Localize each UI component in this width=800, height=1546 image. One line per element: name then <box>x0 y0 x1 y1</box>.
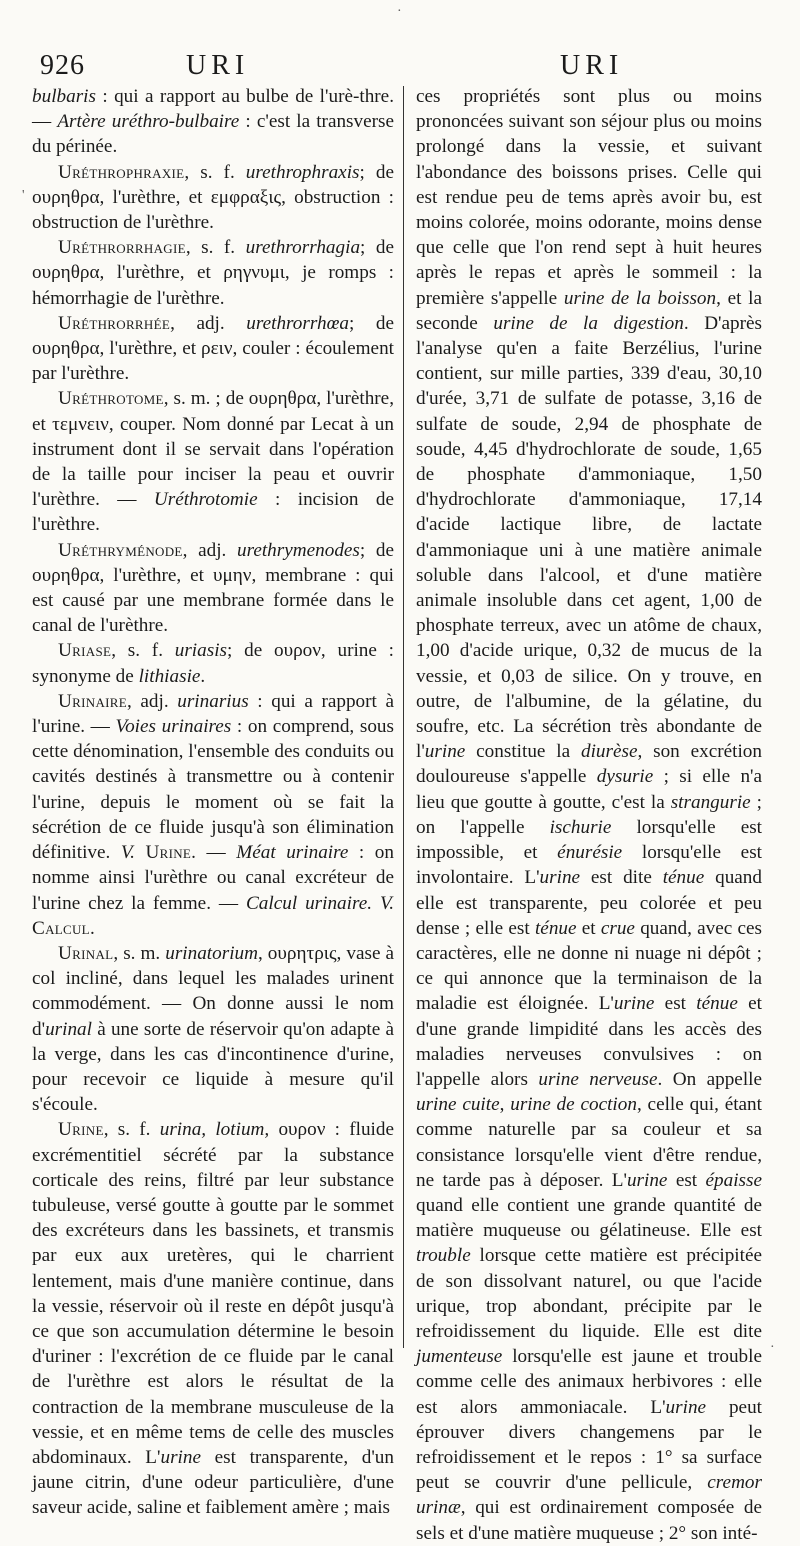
italic-term: dysurie <box>596 766 654 788</box>
italic-term: urinarius <box>177 690 249 712</box>
entry-continuation <box>416 84 762 1546</box>
entry-text: : on comprend, sous cette dénomination, l'ensemble des conduits ou cavités destinés à transmettre ou à contenir l'urine, depuis le moment où se fait la sécrétion de ce fluide jusqu'à son élimination définitive. <box>32 716 394 864</box>
entry-text: et <box>576 917 601 939</box>
dictionary-entry <box>32 235 394 311</box>
headword: Uréthrorrhée <box>58 312 171 334</box>
entry-text: : incision de l'urèthre. <box>32 489 395 536</box>
running-head-right: URI <box>560 50 624 81</box>
entry-continuation <box>32 84 394 160</box>
headword: Uréthrorrhagie <box>58 237 186 259</box>
headword: Uréthrophraxie <box>58 161 185 183</box>
entry-text: est <box>667 1169 706 1191</box>
italic-term: jumenteuse <box>416 1346 503 1368</box>
entry-text: , celle qui, étant comme naturelle par sa couleur et sa consistance lorsqu'elle vient d'être rendue, ne tarde pas à déposer. L' <box>416 1094 762 1191</box>
entry-text: : qui a rapport à l'urine. — <box>32 690 394 738</box>
italic-term: diurèse <box>580 741 638 763</box>
dictionary-entry <box>32 538 394 639</box>
italic-term: urine <box>539 867 581 889</box>
entry-text: , s. f. <box>184 161 246 183</box>
entry-text: , ουρητρις, vase à col incliné, dans lequel les malades urinent commodément. — On donne aussi le nom d' <box>32 942 394 1040</box>
entry-text: , <box>499 1094 511 1116</box>
italic-term: urine <box>665 1396 707 1418</box>
italic-term: urinal <box>45 1018 92 1040</box>
entry-text: ; on l'appelle <box>416 791 762 838</box>
dictionary-entry <box>32 386 394 537</box>
italic-term: urethrorrhagia <box>245 237 361 259</box>
italic-term: urethrymenodes <box>236 539 360 561</box>
italic-term: trouble <box>416 1245 471 1267</box>
dictionary-entry <box>32 160 394 236</box>
italic-term: urethrorrhœa <box>246 312 349 334</box>
italic-term: V. <box>120 842 135 864</box>
italic-term: urine <box>160 1446 201 1468</box>
dictionary-entry <box>32 941 394 1117</box>
entry-text: , s. f. <box>103 1119 160 1141</box>
headword: Urine <box>145 842 192 864</box>
headword: Urinal <box>58 942 114 964</box>
dictionary-entry <box>32 689 394 941</box>
italic-term: urine cuite <box>416 1094 500 1116</box>
italic-term: uriasis <box>174 640 228 662</box>
italic-term: urine <box>626 1169 668 1191</box>
left-column <box>32 84 394 1521</box>
entry-text: ; de ουρηθρα, l'urèthre, et εμφραξις, obstruction : obstruction de l'urèthre. <box>32 161 394 234</box>
entry-text: est <box>654 993 697 1015</box>
italic-term: urina, lotium, <box>159 1119 270 1141</box>
italic-term: épaisse <box>705 1169 762 1191</box>
entry-text: ; de ουρηθρα, l'urèthre, et ρειν, couler : écoulement par l'urèthre. <box>32 312 394 385</box>
italic-term: ténue <box>696 993 738 1015</box>
entry-text: ουρον : fluide excrémentitiel sécrété par la substance corticale des reins, filtré par leur substance tubuleuse, versé goutte à goutte par le sommet des excréteurs dans les bassinets, et transmis par eux aux uretères, qui le charrient lentement, mais d'une manière continue, dans la vessie, réservoir où il reste en dépôt jusqu'à ce que son accumulation détermine le besoin d'uriner : l'excrétion de ce fluide par le canal de l'urèthre est alors le résultat de la contraction de la membrane musculeuse de la vessie, et en même tems de celle des muscles abdominaux. L' <box>32 1119 394 1468</box>
italic-term: cremor urinæ <box>416 1472 762 1519</box>
entry-text: . D'après l'analyse qu'en a faite Berzélius, l'urine contient, sur mille parties, 339 d'eau, 30,10 d'urée, 3,71 de sulfate de potasse, 3,16 de sulfate de soude, 2,94 de phosphate de soude, 4,45 d'hydrochlorate de soude, 1,65 de phosphate d'ammoniaque, 1,50 d'hydrochlorate d'ammoniaque, 17,14 d'acide lactique libre, de lactate d'ammoniaque uni à une matière animale soluble dans l'alcool, et d'une matière animale insoluble dans cet agent, 1,00 de phosphate terreux, avec un atôme de chaux, 1,00 d'acide urique, 0,32 de mucus de la vessie, et 0,03 de silice. On y trouve, en outre, de l'albumine, de la gélatine, du soufre, etc. La sécrétion très abondante de l' <box>416 312 762 763</box>
italic-term: urine <box>613 993 655 1015</box>
headword: Urinaire <box>58 690 127 712</box>
italic-term: Calcul urinaire. V. <box>246 892 394 914</box>
italic-term: Uréthrotomie <box>153 489 258 511</box>
entry-text <box>135 842 146 863</box>
entry-text: ; de ουρηθρα, l'urèthre, et υμην, membrane : qui est causé par une membrane formée dans le canal de l'urèthre. <box>32 539 394 637</box>
entry-text: , s. f. <box>185 237 246 259</box>
italic-term: urine nerveuse <box>538 1068 658 1090</box>
entry-text: lorsque cette matière est précipitée de son dissolvant naturel, ou que l'acide urique, trop abondant, précipite par le refroidissement du liquide. Elle est dite <box>416 1245 762 1342</box>
entry-text: lorsqu'elle est involontaire. L' <box>416 842 762 889</box>
italic-term: urinatorium <box>165 942 258 964</box>
entry-text: , s. m. <box>113 942 166 964</box>
italic-term: ténue <box>534 917 577 939</box>
italic-term: urine de coction <box>510 1094 637 1116</box>
entry-text: est dite <box>580 867 663 889</box>
entry-text: constitue la <box>465 741 581 763</box>
entry-text: , son excrétion douloureuse s'appelle <box>416 741 762 788</box>
italic-term: urine de la digestion <box>493 312 684 334</box>
entry-text: lorsqu'elle est jaune et trouble comme celle des animaux herbivores : elle est alors ammoniacale. L' <box>416 1346 762 1418</box>
italic-term: ischurie <box>549 816 612 838</box>
italic-term: Artère uréthro-bulbaire <box>57 111 240 133</box>
headword: Uriase <box>58 640 112 662</box>
entry-text: quand elle contient une grande quantité de matière muqueuse ou gélatineuse. Elle est <box>416 1194 762 1242</box>
italic-term: urine de la boisson <box>563 287 717 309</box>
italic-term: lithiasie <box>138 665 201 687</box>
margin-speck: · <box>770 1340 775 1355</box>
entry-text: . — <box>191 842 237 864</box>
entry-text: . <box>89 917 95 939</box>
entry-text: est transparente, d'un jaune citrin, d'une odeur particulière, d'une saveur acide, saline et faiblement amère ; mais <box>32 1446 394 1519</box>
page-number: 926 <box>40 50 85 81</box>
entry-text: . <box>200 665 206 687</box>
italic-term: énurésie <box>557 842 623 864</box>
entry-text: peut éprouver divers changemens par le refroidissement et le repos : 1° sa surface peut se couvrir d'une pellicule, <box>416 1396 762 1494</box>
entry-text: et d'une grande limpidité dans les accès des maladies nerveuses convulsives : on l'appelle alors <box>416 993 762 1090</box>
entry-text: quand elle est transparente, peu colorée et peu dense ; elle est <box>416 867 762 939</box>
entry-text: , qui est ordinairement composée de sels et d'une matière muqueuse ; 2° son inté- <box>416 1497 762 1544</box>
entry-text: : c'est la transverse du périnée. <box>32 111 395 158</box>
column-divider <box>403 86 404 1348</box>
italic-term: bulbaris <box>32 86 96 107</box>
dictionary-entry <box>32 638 394 688</box>
entry-text: ; de ουρον, urine : synonyme de <box>32 640 394 687</box>
italic-term: urine <box>424 741 466 763</box>
right-column <box>416 84 762 1546</box>
headword: Uréthryménode <box>58 539 183 561</box>
italic-term: Voies urinaires <box>115 716 232 738</box>
italic-term: strangurie <box>670 791 751 813</box>
margin-tick: ' <box>22 188 25 203</box>
italic-term: urethrophraxis <box>245 161 360 183</box>
dictionary-entry <box>32 1117 394 1520</box>
italic-term: ténue <box>662 867 705 889</box>
entry-text: : qui a rapport au bulbe de l'urè-thre. — <box>32 86 394 133</box>
entry-text: quand, avec ces caractères, elle ne donne ni nuage ni dépôt ; ce qui annonce que la terminaison de la maladie est éloignée. L' <box>416 917 762 1015</box>
entry-text: , adj. <box>170 312 247 334</box>
entry-text: , s. m. ; de ουρηθρα, l'urèthre, et τεμνειν, couper. Nom donné par Lecat à un instrument dont il se servait dans l'opération de la taille pour inciser la peau et ouvrir l'urèthre. — <box>32 388 394 511</box>
running-head-left: URI <box>186 50 250 81</box>
entry-text: , et la seconde <box>416 287 762 334</box>
entry-text: : on nomme ainsi l'urèthre ou canal excréteur de l'urine chez la femme. — <box>32 842 394 914</box>
dictionary-entry <box>32 311 394 387</box>
headword: Urine <box>58 1119 104 1141</box>
headword: Uréthrotome <box>58 388 164 410</box>
headword: Calcul <box>32 917 90 939</box>
entry-text: à une sorte de réservoir qu'on adapte à la verge, dans les cas d'incontinence d'urine, pour recevoir ce liquide à mesure qu'il s'écoule. <box>32 1018 394 1116</box>
entry-text: ces propriétés sont plus ou moins prononcées suivant son séjour plus ou moins prolongé dans la vessie, et suivant l'abondance des boissons prises. Celle qui est rendue peu de tems après avoir bu, est moins colorée, moins odorante, moins dense que celle que l'on rend sept à huit heures après le repas et après le sommeil : la première s'appelle <box>416 86 762 309</box>
entry-text: ; si elle n'a lieu que goutte à goutte, c'est la <box>416 766 763 813</box>
entry-text: , adj. <box>126 690 178 712</box>
entry-text: , s. f. <box>111 640 175 662</box>
entry-text: ; de ουρηθρα, l'urèthre, et ρηγνυμι, je romps : hémorrhagie de l'urèthre. <box>32 237 394 309</box>
italic-term: Méat urinaire <box>236 842 349 864</box>
italic-term: crue <box>600 917 635 939</box>
margin-speck: · <box>397 4 402 19</box>
entry-text: , adj. <box>182 539 237 561</box>
entry-text: lorsqu'elle est impossible, et <box>416 816 763 864</box>
entry-text: . On appelle <box>657 1068 762 1090</box>
